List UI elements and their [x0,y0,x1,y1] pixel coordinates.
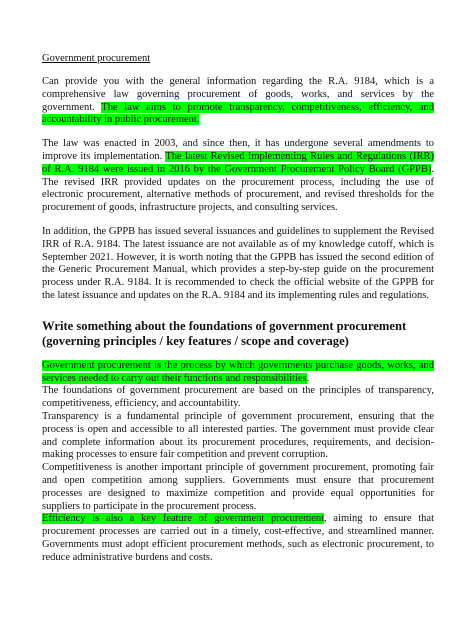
paragraph-text: . [306,372,310,384]
paragraph-definition [42,360,434,386]
highlighted-text: Government procurement is the process by which governments purchase goods, works, and services needed to carry out their functions and responsibilities [42,359,434,384]
paragraph-gppb-issuances: In addition, the GPPB has issued several issuances and guidelines to supplement the Revised IRR of R.A. 9184. The latest issuance are not available as of my knowledge cutoff, which is September 2021. However, it is worth noting that the GPPB has issued the second edition of the Generic Procurement Manual, which provides a step-by-step guide on the procurement process under R.A. 9184. It is recommended to check the official website of the GPPB for the latest issuance and updates on the R.A. 9184 and its implementing rules and regulations. [42,225,434,301]
highlighted-text: The latest Revised Implementing Rules and Regulations (IRR) of R.A. 9184 were issued in 2016 by the Government Procurement Policy Board (GPPB) [42,150,434,175]
paragraph-text: The law was enacted in 2003, and since then, it has undergone several amendments to improve its implementation. [42,138,434,162]
section-heading: Write something about the foundations of government procurement (governing principles / key features / scope and coverage) [42,318,407,349]
paragraph-amendments [42,138,434,215]
highlighted-text: The law aims to promote transparency, competitiveness, efficiency, and accountability in public procurement. [42,101,434,126]
document-page [42,52,434,565]
document-title: Government procurement [42,53,151,64]
paragraph-foundations: The foundations of government procurement are based on the principles of transparency, competitiveness, efficiency, and accountability. [42,385,434,410]
paragraph-ra9184-intro [42,76,434,127]
highlighted-text: Efficiency is also a key feature of government procurement [42,513,325,525]
paragraph-competitiveness: Competitiveness is another important principle of government procurement, promoting fair and open competition among suppliers. Governments must ensure that procurement processes are designed to maximize competition and provide equal opportunities for suppliers to participate in the procurement process. [42,462,434,512]
paragraph-text: Can provide you with the general information regarding the R.A. 9184, which is a comprehensive law governing procurement of goods, works, and services by the government. [42,76,434,113]
paragraph-transparency: Transparency is a fundamental principle of government procurement, ensuring that the process is open and accessible to all interested parties. The government must provide clear and complete information about its procurement procedures, requirements, and decision-making processes to ensure fair competition and prevent corruption. [42,410,434,461]
paragraph-text: , aiming to ensure that procurement processes are carried out in a timely, cost-effective, and streamlined manner. Governments must adopt efficient procurement methods, such as electronic procurement, to reduce administrative burdens and costs. [42,513,434,563]
paragraph-efficiency [42,513,434,564]
paragraph-text: . The revised IRR provided updates on the procurement process, including the use of electronic procurement, alternative methods of procurement, and revised thresholds for the procurement of goods, infrastructure projects, and consulting services. [42,163,434,214]
